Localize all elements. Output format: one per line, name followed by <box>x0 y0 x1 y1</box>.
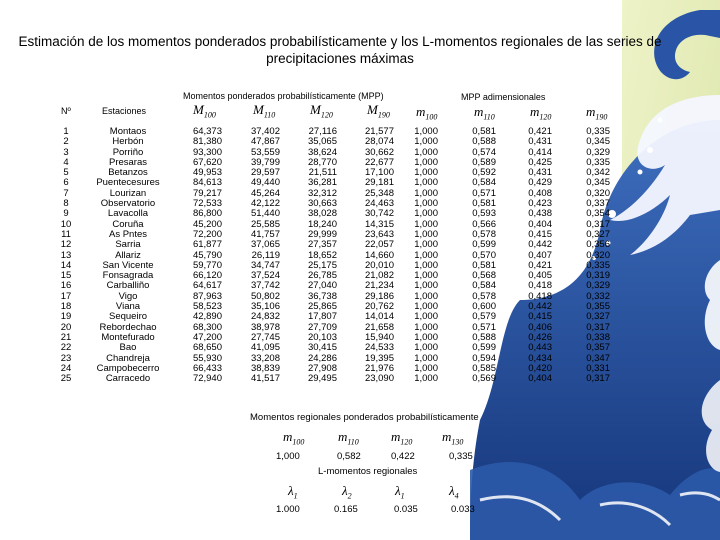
cell-m190: 0,319 <box>586 270 610 282</box>
cell-m110: 0,592 <box>472 167 496 179</box>
cell-m190: 0,320 <box>586 249 610 261</box>
regional-value-m130: 0,335 <box>449 451 473 462</box>
regional-moments-title: Momentos regionales ponderados probabilísticamente <box>250 412 479 423</box>
col-header-M190: $M_{190}$ <box>367 102 390 120</box>
cell-M110: 42,122 <box>250 198 280 210</box>
cell-M100: 64,373 <box>192 126 222 137</box>
cell-m190: 0,317 <box>586 373 610 385</box>
cell-m120: 0,418 <box>528 290 552 302</box>
cell-m100: 1,000 <box>414 352 438 364</box>
cell-M190: 25,348 <box>364 187 394 199</box>
cell-m110: 0,568 <box>472 270 496 282</box>
cell-m120: 0,443 <box>528 342 552 354</box>
regional-value-m110: 0,582 <box>337 451 361 462</box>
cell-m190: 0,317 <box>586 321 610 333</box>
cell-m110: 0,593 <box>472 208 496 220</box>
cell-no: 13 <box>60 249 72 261</box>
cell-est: Fonsagrada <box>102 270 154 282</box>
cell-no: 12 <box>60 239 72 251</box>
cell-m190: 0,345 <box>586 136 610 148</box>
cell-M110: 33,208 <box>250 352 280 364</box>
cell-m110: 0,588 <box>472 136 496 148</box>
cell-m120: 0,421 <box>528 126 552 137</box>
cell-m100: 1,000 <box>414 280 438 292</box>
cell-m190: 0,329 <box>586 146 610 158</box>
cell-m110: 0,594 <box>472 352 496 364</box>
col-header-m100: $m_{100}$ <box>416 104 438 122</box>
cell-M190: 24,533 <box>364 342 394 354</box>
cell-m100: 1,000 <box>414 259 438 271</box>
col-header-M100: $M_{100}$ <box>193 102 216 120</box>
cell-m100: 1,000 <box>414 311 438 323</box>
cell-m120: 0,423 <box>528 198 552 210</box>
cell-m100: 1,000 <box>414 187 438 199</box>
cell-m190: 0,342 <box>586 167 610 179</box>
cell-M190: 30,742 <box>364 208 394 220</box>
cell-no: 14 <box>60 259 72 271</box>
cell-M110: 37,742 <box>250 280 280 292</box>
cell-no: 23 <box>60 352 72 364</box>
cell-no: 16 <box>60 280 72 292</box>
cell-M190: 21,658 <box>364 321 394 333</box>
cell-M120: 30,663 <box>307 198 337 210</box>
cell-no: 22 <box>60 342 72 354</box>
cell-est: Coruña <box>112 218 144 230</box>
cell-m120: 0,421 <box>528 259 552 271</box>
cell-M100: 64,617 <box>192 280 222 292</box>
cell-m100: 1,000 <box>414 270 438 282</box>
cell-est: Rebordechao <box>99 321 157 333</box>
cell-est: As Pntes <box>108 228 148 240</box>
cell-M100: 68,300 <box>192 321 222 333</box>
cell-M110: 39,799 <box>250 156 280 168</box>
cell-m110: 0,579 <box>472 311 496 323</box>
cell-M100: 66,433 <box>192 362 222 374</box>
cell-m100: 1,000 <box>414 301 438 313</box>
cell-est: Herbón <box>112 136 144 148</box>
cell-m100: 1,000 <box>414 290 438 302</box>
cell-est: Lourizan <box>109 187 147 199</box>
cell-est: Campobecerro <box>96 362 160 374</box>
cell-no: 20 <box>60 321 72 333</box>
cell-M120: 29,495 <box>307 373 337 385</box>
cell-m110: 0,584 <box>472 280 496 292</box>
cell-m190: 0,356 <box>586 239 610 251</box>
cell-m110: 0,588 <box>472 331 496 343</box>
col-header-m190: $m_{190}$ <box>586 104 608 122</box>
cell-M110: 35,106 <box>250 301 280 313</box>
cell-no: 5 <box>63 167 69 179</box>
column-M100 <box>184 127 222 384</box>
column-estaciones <box>88 127 168 384</box>
cell-est: Observatorio <box>100 198 156 210</box>
cell-m190: 0,331 <box>586 362 610 374</box>
cell-m100: 1,000 <box>414 331 438 343</box>
cell-no: 10 <box>60 218 72 230</box>
cell-m190: 0,337 <box>586 198 610 210</box>
cell-m120: 0,415 <box>528 228 552 240</box>
cell-est: Chandreja <box>106 352 150 364</box>
cell-M100: 59,770 <box>192 259 222 271</box>
cell-M190: 17,100 <box>364 167 394 179</box>
cell-m100: 1,000 <box>414 342 438 354</box>
cell-m110: 0,581 <box>472 198 496 210</box>
cell-m120: 0,407 <box>528 249 552 261</box>
cell-m100: 1,000 <box>414 156 438 168</box>
cell-M190: 15,940 <box>364 331 394 343</box>
cell-m110: 0,589 <box>472 156 496 168</box>
col-header-M120: $M_{120}$ <box>310 102 333 120</box>
cell-M190: 20,010 <box>364 259 394 271</box>
cell-est: Lavacolla <box>107 208 149 220</box>
cell-M120: 27,116 <box>308 126 337 137</box>
cell-est: Bao <box>119 342 137 354</box>
cell-M100: 45,200 <box>192 218 222 230</box>
cell-est: Viana <box>115 301 141 313</box>
cell-M100: 79,217 <box>192 187 222 199</box>
cell-no: 1 <box>63 126 69 137</box>
cell-M120: 27,040 <box>307 280 337 292</box>
cell-M110: 45,264 <box>250 187 280 199</box>
cell-m100: 1,000 <box>414 208 438 220</box>
cell-M110: 37,524 <box>250 270 280 282</box>
cell-m190: 0,335 <box>586 156 610 168</box>
cell-M120: 38,624 <box>307 146 337 158</box>
cell-m110: 0,578 <box>472 290 496 302</box>
col-header-m110: $m_{110}$ <box>474 104 495 122</box>
cell-M190: 22,677 <box>364 156 394 168</box>
lmoment-symbol-2: $\lambda_2$ <box>342 483 352 501</box>
cell-est: San Vicente <box>102 259 154 271</box>
cell-M190: 20,762 <box>364 301 394 313</box>
cell-M190: 14,315 <box>364 218 394 230</box>
cell-M100: 86,800 <box>192 208 222 220</box>
cell-M110: 47,867 <box>250 136 280 148</box>
cell-M110: 29,597 <box>250 167 280 179</box>
cell-M120: 36,738 <box>307 290 337 302</box>
cell-M100: 81,380 <box>192 136 222 148</box>
cell-M100: 72,200 <box>192 228 222 240</box>
cell-m120: 0,442 <box>528 301 552 313</box>
cell-m190: 0,329 <box>586 280 610 292</box>
lmoment-symbol-4: $\lambda_4$ <box>449 483 459 501</box>
cell-M120: 17,807 <box>307 311 337 323</box>
cell-M110: 37,402 <box>250 126 280 137</box>
cell-no: 15 <box>60 270 72 282</box>
cell-m190: 0,320 <box>586 187 610 199</box>
cell-m120: 0,438 <box>528 208 552 220</box>
cell-m110: 0,570 <box>472 249 496 261</box>
column-M120 <box>299 127 337 384</box>
column-no <box>56 127 76 384</box>
cell-M110: 25,585 <box>250 218 280 230</box>
column-m110 <box>462 127 496 384</box>
col-header-no: Nº <box>61 106 71 116</box>
cell-est: Sarria <box>115 239 141 251</box>
cell-m120: 0,425 <box>528 156 552 168</box>
cell-M110: 38,978 <box>250 321 280 333</box>
cell-m120: 0,406 <box>528 321 552 333</box>
regional-symbol-m120: $m_{120}$ <box>391 429 413 447</box>
cell-est: Montefurado <box>101 331 155 343</box>
cell-m100: 1,000 <box>414 373 438 385</box>
cell-M110: 53,559 <box>250 146 280 158</box>
cell-M100: 55,930 <box>192 352 222 364</box>
cell-m120: 0,429 <box>528 177 552 189</box>
cell-M120: 25,865 <box>307 301 337 313</box>
cell-no: 6 <box>63 177 69 189</box>
cell-M110: 49,440 <box>250 177 280 189</box>
cell-no: 25 <box>60 373 72 385</box>
cell-m190: 0,327 <box>586 311 610 323</box>
cell-m190: 0,332 <box>586 290 610 302</box>
cell-no: 3 <box>63 146 69 158</box>
col-header-estaciones: Estaciones <box>102 106 147 116</box>
cell-M190: 21,577 <box>364 126 394 137</box>
col-header-M110: $M_{110}$ <box>253 102 276 120</box>
cell-M120: 27,709 <box>307 321 337 333</box>
cell-m100: 1,000 <box>414 239 438 251</box>
cell-m110: 0,600 <box>472 301 496 313</box>
cell-m110: 0,599 <box>472 239 496 251</box>
cell-M120: 27,357 <box>307 239 337 251</box>
cell-est: Carracedo <box>105 373 151 385</box>
cell-M110: 34,747 <box>250 259 280 271</box>
cell-m190: 0,357 <box>586 342 610 354</box>
cell-M120: 32,312 <box>307 187 337 199</box>
cell-M110: 27,745 <box>250 331 280 343</box>
column-m120 <box>518 127 552 384</box>
cell-m110: 0,569 <box>472 373 496 385</box>
cell-m100: 1,000 <box>414 146 438 158</box>
cell-M110: 50,802 <box>250 290 280 302</box>
cell-M190: 21,082 <box>364 270 394 282</box>
cell-M110: 41,095 <box>250 342 280 354</box>
cell-M120: 28,770 <box>307 156 337 168</box>
cell-m120: 0,404 <box>528 373 552 385</box>
cell-M100: 45,790 <box>192 249 222 261</box>
cell-m110: 0,566 <box>472 218 496 230</box>
cell-m100: 1,000 <box>414 167 438 179</box>
cell-M120: 18,652 <box>307 249 337 261</box>
column-m100 <box>404 127 438 384</box>
cell-M190: 29,186 <box>364 290 394 302</box>
regional-value-m120: 0,422 <box>391 451 415 462</box>
cell-M120: 18,240 <box>307 218 337 230</box>
regional-symbol-m130: $m_{130}$ <box>442 429 464 447</box>
cell-m120: 0,405 <box>528 270 552 282</box>
lmoment-value-4: 0.033 <box>451 504 475 515</box>
cell-M110: 51,440 <box>250 208 280 220</box>
cell-M110: 26,119 <box>251 249 280 261</box>
cell-no: 7 <box>63 187 69 199</box>
cell-no: 9 <box>63 208 69 220</box>
col-header-m120: $m_{120}$ <box>530 104 552 122</box>
cell-no: 8 <box>63 198 69 210</box>
cell-M100: 84,613 <box>192 177 222 189</box>
cell-M120: 26,785 <box>307 270 337 282</box>
cell-M100: 61,877 <box>192 239 222 251</box>
cell-m110: 0,585 <box>472 362 496 374</box>
cell-M120: 25,175 <box>307 259 337 271</box>
cell-est: Montaos <box>109 126 147 137</box>
cell-m120: 0,434 <box>528 352 552 364</box>
cell-m120: 0,431 <box>528 136 552 148</box>
cell-est: Allariz <box>115 249 141 261</box>
cell-no: 4 <box>63 156 69 168</box>
cell-M120: 21,511 <box>308 167 337 179</box>
cell-M100: 49,953 <box>192 167 222 179</box>
cell-m120: 0,420 <box>528 362 552 374</box>
cell-M100: 42,890 <box>192 311 222 323</box>
cell-no: 19 <box>60 311 72 323</box>
cell-M190: 21,234 <box>364 280 394 292</box>
cell-m190: 0,327 <box>586 228 610 240</box>
cell-M120: 27,908 <box>307 362 337 374</box>
cell-M100: 72,533 <box>192 198 222 210</box>
cell-m190: 0,335 <box>586 126 610 137</box>
regional-symbol-m100: $m_{100}$ <box>283 429 305 447</box>
cell-m190: 0,338 <box>586 331 610 343</box>
cell-m120: 0,431 <box>528 167 552 179</box>
cell-m120: 0,415 <box>528 311 552 323</box>
cell-no: 11 <box>61 228 71 240</box>
cell-M100: 68,650 <box>192 342 222 354</box>
cell-M120: 38,028 <box>307 208 337 220</box>
cell-M110: 41,517 <box>250 373 280 385</box>
regional-value-m100: 1,000 <box>276 451 300 462</box>
cell-M100: 87,963 <box>192 290 222 302</box>
cell-no: 18 <box>60 301 72 313</box>
cell-m110: 0,581 <box>472 259 496 271</box>
column-M110 <box>242 127 280 384</box>
cell-M110: 24,832 <box>250 311 280 323</box>
cell-M190: 22,057 <box>364 239 394 251</box>
cell-m100: 1,000 <box>414 136 438 148</box>
cell-M120: 24,286 <box>307 352 337 364</box>
mpp-group-header: Momentos ponderados probabilísticamente (MPP) <box>183 91 384 101</box>
cell-m100: 1,000 <box>414 218 438 230</box>
cell-est: Carballiño <box>106 280 150 292</box>
cell-no: 2 <box>63 136 69 148</box>
lmoment-value-3: 0.035 <box>394 504 418 515</box>
cell-est: Vigo <box>118 290 138 302</box>
cell-M100: 47,200 <box>192 331 222 343</box>
cell-est: Porriño <box>112 146 144 158</box>
cell-M100: 93,300 <box>192 146 222 158</box>
cell-M120: 20,103 <box>307 331 337 343</box>
cell-M100: 66,120 <box>192 270 222 282</box>
cell-m190: 0,354 <box>586 208 610 220</box>
lmoment-symbol-3: $\lambda_1$ <box>395 483 405 501</box>
cell-M190: 30,662 <box>364 146 394 158</box>
cell-est: Sequeiro <box>108 311 148 323</box>
cell-m100: 1,000 <box>414 249 438 261</box>
cell-m190: 0,335 <box>586 259 610 271</box>
cell-m190: 0,347 <box>586 352 610 364</box>
cell-M120: 30,415 <box>307 342 337 354</box>
cell-m110: 0,599 <box>472 342 496 354</box>
cell-no: 24 <box>60 362 72 374</box>
page-title: Estimación de los momentos ponderados probabilísticamente y los L-momentos regionales de las series de precipitaciones máximas <box>18 34 662 66</box>
cell-M110: 37,065 <box>250 239 280 251</box>
cell-M120: 29,999 <box>307 228 337 240</box>
cell-M190: 29,181 <box>364 177 394 189</box>
cell-M110: 38,839 <box>250 362 280 374</box>
regional-symbol-m110: $m_{110}$ <box>338 429 359 447</box>
cell-M190: 21,976 <box>364 362 394 374</box>
cell-M190: 23,090 <box>364 373 394 385</box>
lmoment-value-1: 1.000 <box>276 504 300 515</box>
cell-est: Betanzos <box>108 167 148 179</box>
cell-m110: 0,581 <box>472 126 496 137</box>
cell-M120: 36,281 <box>307 177 337 189</box>
cell-m120: 0,404 <box>528 218 552 230</box>
cell-m110: 0,584 <box>472 177 496 189</box>
cell-M190: 28,074 <box>364 136 394 148</box>
cell-M100: 67,620 <box>192 156 222 168</box>
cell-m100: 1,000 <box>414 362 438 374</box>
lmoment-symbol-1: $\lambda_1$ <box>288 483 298 501</box>
cell-no: 17 <box>60 290 72 302</box>
adim-group-header: MPP adimensionales <box>461 92 546 102</box>
cell-M190: 23,643 <box>364 228 394 240</box>
cell-M190: 24,463 <box>364 198 394 210</box>
cell-m100: 1,000 <box>414 228 438 240</box>
cell-m120: 0,408 <box>528 187 552 199</box>
cell-m110: 0,578 <box>472 228 496 240</box>
cell-est: Presaras <box>108 156 147 168</box>
cell-m110: 0,571 <box>472 187 496 199</box>
cell-M190: 14,014 <box>364 311 394 323</box>
lmoment-value-2: 0.165 <box>334 504 358 515</box>
cell-M120: 35,065 <box>307 136 337 148</box>
cell-M190: 14,660 <box>364 249 394 261</box>
column-M190 <box>356 127 394 384</box>
cell-m110: 0,571 <box>472 321 496 333</box>
cell-m100: 1,000 <box>414 177 438 189</box>
cell-m190: 0,317 <box>586 218 610 230</box>
cell-m100: 1,000 <box>414 126 438 137</box>
cell-est: Puentecesures <box>96 177 160 189</box>
cell-M100: 58,523 <box>192 301 222 313</box>
cell-m120: 0,442 <box>528 239 552 251</box>
lmoments-title: L-momentos regionales <box>318 466 418 477</box>
cell-m110: 0,574 <box>472 146 496 158</box>
cell-M100: 72,940 <box>192 373 222 385</box>
cell-no: 21 <box>60 331 72 343</box>
cell-m100: 1,000 <box>414 321 438 333</box>
cell-m190: 0,345 <box>586 177 610 189</box>
cell-M110: 41,757 <box>250 228 280 240</box>
column-m190 <box>576 127 610 384</box>
cell-m190: 0,355 <box>586 301 610 313</box>
cell-m120: 0,418 <box>528 280 552 292</box>
cell-M190: 19,395 <box>364 352 394 364</box>
cell-m100: 1,000 <box>414 198 438 210</box>
cell-m120: 0,414 <box>528 146 552 158</box>
cell-m120: 0,426 <box>528 331 552 343</box>
